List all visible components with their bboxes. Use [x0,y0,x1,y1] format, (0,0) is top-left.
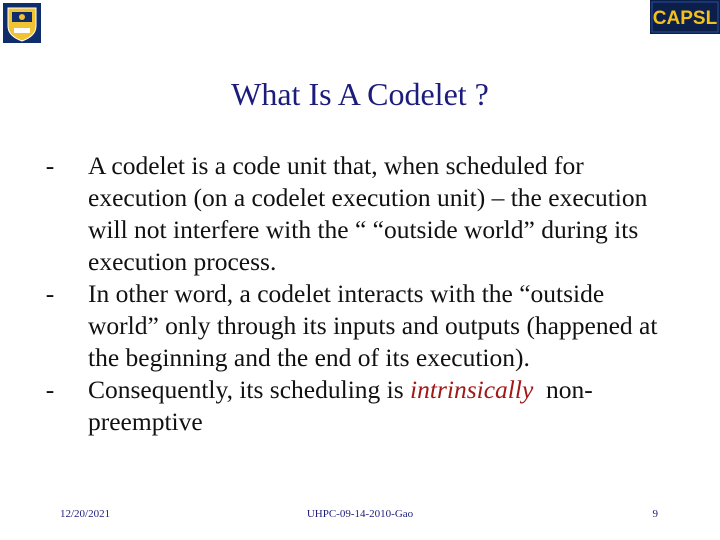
page-number: 9 [652,508,658,520]
bullet-dash: - [45,375,55,404]
bullet-list [30,150,680,438]
bullet-text: A codelet is a code unit that, when scheduled for execution (on a codelet execution unit) – the execution will not interfere with the “ “outside world” during its execution process. [88,151,648,276]
university-logo [2,2,42,44]
capsl-logo [650,0,720,34]
bullet-item [30,150,680,278]
bullet-dash: - [45,279,55,308]
bullet-dash: - [45,151,55,180]
bullet-item [30,278,680,374]
emphasis-text: intrinsically [410,375,534,404]
bullet-text: In other word, a codelet interacts with the “outside world” only through its inputs and outputs (happened at the beginning and the end of its execution). [88,279,658,372]
capsl-logo-text: CAPSL [652,8,718,29]
slide-title: What Is A Codelet ? [231,76,489,112]
bullet-item [30,374,680,438]
footer-label: UHPC-09-14-2010-Gao [306,508,414,520]
footer-date: 12/20/2021 [60,508,111,520]
bullet-text-pre: Consequently, its scheduling is [88,375,411,404]
bullet-text-post: non-preemptive [88,375,593,436]
